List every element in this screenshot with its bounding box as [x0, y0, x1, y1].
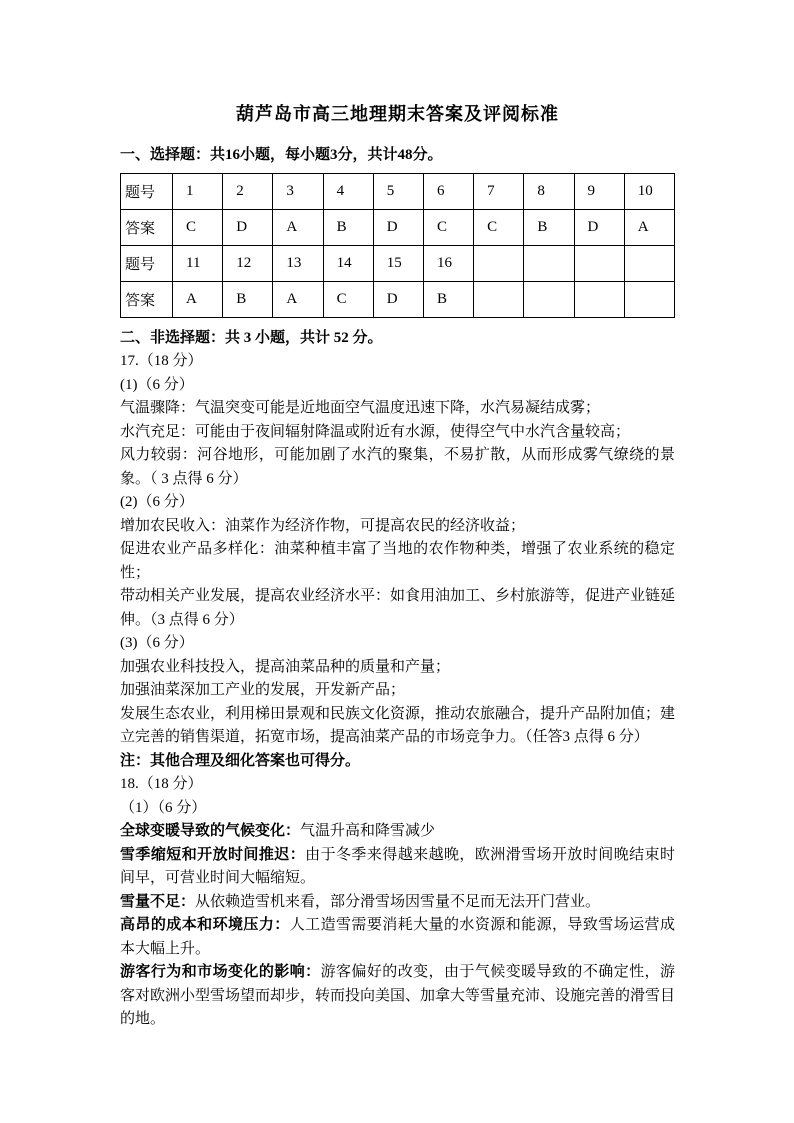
q17-part2-point-3: [120, 585, 675, 632]
paragraph-text: 游客偏好的改变，由于气候变暖导致的不确定性，游客对欧洲小型雪场望而却步，转而投向美国、加拿大等雪量充沛、设施完善的滑雪目的地。: [120, 964, 676, 1027]
q17-part1-point-3: [120, 444, 675, 491]
section-1-heading: 一、选择题：共16小题，每小题3分，共计48分。: [120, 147, 443, 163]
paragraph-text: (1)（6 分）: [120, 376, 194, 393]
q17-part3-label: [120, 632, 675, 656]
q17-part2-point-1: [120, 515, 675, 539]
answer-cell: B: [524, 209, 574, 245]
answer-cell: A: [173, 281, 223, 317]
paragraph-text: 增加农民收入：油菜作为经济作物，可提高农民的经济收益；: [120, 517, 526, 534]
paragraph-text: 发展生态农业，利用梯田景观和民族文化资源，推动农旅融合，提升产品附加值；建立完善的销售渠道，拓宽市场，提高油菜产品的市场竞争力。（任答3 点得 6 分）: [120, 705, 676, 745]
q18-point-2: [120, 844, 675, 891]
answer-cell: 14: [323, 245, 373, 281]
q17-part1-point-1: [120, 397, 675, 421]
answer-table-row: [121, 209, 675, 245]
answer-table-body: [121, 173, 675, 317]
row-label-cell: 答案: [121, 209, 173, 245]
answer-cell: [474, 245, 524, 281]
answer-cell: A: [624, 209, 674, 245]
q17-part2-label: [120, 491, 675, 515]
answer-table-row: [121, 173, 675, 209]
answer-cell: A: [273, 209, 323, 245]
answer-table: [120, 173, 675, 318]
grading-note: [120, 750, 675, 774]
q17-part1-point-2: [120, 421, 675, 445]
answer-cell: 15: [373, 245, 423, 281]
answer-cell: 8: [524, 173, 574, 209]
question-18-number: [120, 773, 675, 797]
row-label-cell: 题号: [121, 245, 173, 281]
paragraph-text: 由于冬季来得越来越晚，欧洲滑雪场开放时间晚结束时间早，可营业时间大幅缩短。: [120, 846, 675, 886]
answer-cell: 13: [273, 245, 323, 281]
paragraph-text: 促进农业产品多样化：油菜种植丰富了当地的农作物种类，增强了农业系统的稳定性；: [120, 541, 675, 581]
q17-part2-point-2: [120, 538, 675, 585]
answer-cell: D: [373, 209, 423, 245]
paragraph-text: （1）（6 分）: [120, 799, 207, 816]
paragraph-text: (2)（6 分）: [120, 494, 194, 510]
paragraph-bold-lead: 全球变暖导致的气候变化：: [120, 823, 301, 839]
paragraph-text: 注：其他合理及细化答案也可得分。: [120, 752, 361, 769]
paragraph-text: 人工造雪需要消耗大量的水资源和能源，导致雪场运营成本大幅上升。: [120, 917, 675, 957]
paragraph-text: 18.（18 分）: [120, 776, 203, 792]
answer-cell: D: [223, 209, 273, 245]
answer-cell: 1: [173, 173, 223, 209]
answer-table-row: [121, 245, 675, 281]
answer-cell: [624, 245, 674, 281]
answer-cell: [624, 281, 674, 317]
answer-cell: [524, 245, 574, 281]
q17-part3-point-1: [120, 656, 675, 680]
answer-cell: B: [223, 281, 273, 317]
q18-point-4: [120, 914, 675, 961]
row-label-cell: 题号: [121, 173, 173, 209]
paragraph-text: (3)（6 分）: [120, 635, 194, 651]
answer-cell: C: [173, 209, 223, 245]
section-2-heading: [120, 327, 675, 351]
answer-cell: 5: [373, 173, 423, 209]
answer-cell: 12: [223, 245, 273, 281]
answer-cell: 9: [574, 173, 624, 209]
answer-cell: C: [474, 209, 524, 245]
answer-cell: 16: [423, 245, 473, 281]
q18-part1-label: [120, 797, 675, 821]
paragraph-bold-lead: 雪季缩短和开放时间推迟：: [120, 846, 306, 863]
answer-cell: D: [574, 209, 624, 245]
answer-cell: [524, 281, 574, 317]
paragraph-bold-lead: 高昂的成本和环境压力：: [120, 917, 290, 933]
row-label-cell: 答案: [121, 281, 173, 317]
answer-cell: [474, 281, 524, 317]
q17-part3-point-3: [120, 703, 675, 750]
paragraph-text: 带动相关产业发展，提高农业经济水平：如食用油加工、乡村旅游等，促进产业链延伸。（3 点得 6 分）: [120, 588, 676, 628]
question-17-number: [120, 350, 675, 374]
answer-cell: D: [373, 281, 423, 317]
q18-point-5: [120, 961, 675, 1032]
answer-cell: 11: [173, 245, 223, 281]
q17-part3-point-2: [120, 679, 675, 703]
answer-cell: 3: [273, 173, 323, 209]
document-body: [120, 327, 675, 1032]
document-title: 葫芦岛市高三地理期末答案及评阅标准: [236, 104, 559, 124]
q18-point-3: [120, 891, 675, 915]
answer-table-row: [121, 281, 675, 317]
paragraph-bold-lead: 游客行为和市场变化的影响：: [120, 964, 321, 980]
paragraph-text: 气温骤降：气温突变可能是近地面空气温度迅速下降，水汽易凝结成雾；: [120, 400, 601, 416]
answer-cell: 2: [223, 173, 273, 209]
answer-cell: 4: [323, 173, 373, 209]
answer-cell: A: [273, 281, 323, 317]
paragraph-text: 17.（18 分）: [120, 353, 203, 369]
paragraph-text: 风力较弱：河谷地形，可能加剧了水汽的聚集，不易扩散，从而形成雾气缭绕的景象。（ 3 点得 6 分）: [120, 447, 675, 487]
answer-cell: [574, 245, 624, 281]
paragraph-text: 从依赖造雪机来看，部分滑雪场因雪量不足而无法开门营业。: [195, 893, 601, 910]
paragraph-text: 加强油菜深加工产业的发展，开发新产品；: [120, 682, 406, 698]
answer-cell: C: [423, 209, 473, 245]
paragraph-text: 水汽充足：可能由于夜间辐射降温或附近有水源，使得空气中水汽含量较高；: [120, 423, 631, 440]
answer-cell: 7: [474, 173, 524, 209]
answer-cell: [574, 281, 624, 317]
q17-part1-label: [120, 374, 675, 398]
paragraph-text: 二、非选择题：共 3 小题，共计 52 分。: [120, 329, 383, 346]
answer-cell: C: [323, 281, 373, 317]
answer-cell: 10: [624, 173, 674, 209]
answer-cell: B: [323, 209, 373, 245]
answer-cell: 6: [423, 173, 473, 209]
paragraph-bold-lead: 雪量不足：: [120, 893, 196, 910]
answer-cell: B: [423, 281, 473, 317]
paragraph-text: 气温升高和降雪减少: [300, 823, 436, 839]
paragraph-text: 加强农业科技投入，提高油菜品种的质量和产量；: [120, 658, 451, 675]
q18-point-1: [120, 820, 675, 844]
